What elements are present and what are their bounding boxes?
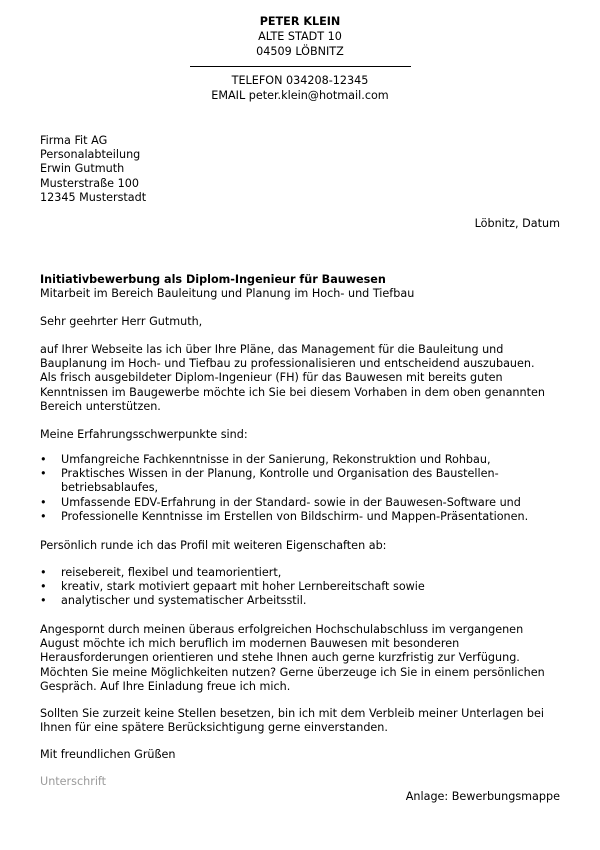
paragraph-line: Ihnen für eine spätere Berücksichtigung gerne einverstanden. <box>40 721 388 735</box>
sender-phone: TELEFON 034208-12345 <box>231 74 369 87</box>
place-date: Löbnitz, Datum <box>474 217 560 230</box>
list-item-text: reisebereit, flexibel und teamorientiert, <box>61 566 282 579</box>
list-item-text: analytischer und systematischer Arbeitsstil. <box>61 594 307 608</box>
list-item <box>40 510 562 524</box>
list-item-text: Umfassende EDV-Erfahrung in der Standard- sowie in der Bauwesen-Software und <box>61 495 521 509</box>
list-item-text: kreativ, stark motiviert gepaart mit hoher Lernbereitschaft sowie <box>61 580 425 594</box>
sender-name: PETER KLEIN <box>259 15 341 28</box>
header-divider <box>190 66 411 67</box>
recipient-line: Firma Fit AG <box>40 134 108 147</box>
focus-heading <box>40 428 562 442</box>
paragraph-line: Angespornt durch meinen überaus erfolgreichen Hochschulabschluss im vergangenen <box>40 623 524 636</box>
list-item <box>40 566 562 580</box>
list-item <box>40 580 562 594</box>
list-item <box>40 453 562 467</box>
paragraph-line: Sollten Sie zurzeit keine Stellen besetzen, bin ich mit dem Verbleib meiner Unterlagen bei <box>40 707 544 720</box>
motivation-paragraph <box>40 623 562 694</box>
intro-paragraph <box>40 343 562 414</box>
greeting <box>40 748 562 762</box>
traits-heading-text: Persönlich runde ich das Profil mit weiteren Eigenschaften ab: <box>40 539 387 552</box>
attachment-note: Anlage: Bewerbungsmappe <box>405 790 560 803</box>
bullet-icon: • <box>40 509 47 523</box>
traits-heading <box>40 539 562 553</box>
bullet-icon: • <box>40 495 47 509</box>
recipient-line: Erwin Gutmuth <box>40 162 125 176</box>
list-item <box>40 496 562 510</box>
paragraph-line: Bauplanung im Hoch- und Tiefbau zu professionalisieren und entscheidend auszubauen. <box>40 357 535 371</box>
list-item-text: Professionelle Kenntnisse im Erstellen von Bildschirm- und Mappen-Präsentationen. <box>61 509 529 523</box>
subject-block <box>40 273 562 301</box>
greeting-text: Mit freundlichen Grüßen <box>40 748 176 761</box>
subject-subline: Mitarbeit im Bereich Bauleitung und Planung im Hoch- und Tiefbau <box>40 287 415 301</box>
paragraph-line: Gespräch. Auf Ihre Einladung freue ich mich. <box>40 679 291 693</box>
salutation <box>40 315 562 329</box>
subject-line: Initiativbewerbung als Diplom-Ingenieur für Bauwesen <box>40 273 386 286</box>
bullet-icon: • <box>40 566 47 579</box>
recipient-line: Personalabteilung <box>40 148 141 162</box>
closing-paragraph <box>40 707 562 735</box>
list-item-text: Umfangreiche Fachkenntnisse in der Sanierung, Rekonstruktion und Rohbau, <box>61 453 491 466</box>
recipient-line: Musterstraße 100 <box>40 176 139 190</box>
list-item-text: betriebsablaufes, <box>61 481 159 495</box>
recipient-address <box>40 134 562 205</box>
bullet-icon: • <box>40 594 47 608</box>
sender-city: 04509 LÖBNITZ <box>256 45 344 58</box>
sender-header <box>0 14 600 59</box>
bullet-icon: • <box>40 453 47 466</box>
paragraph-line: August möchte ich mich beruflich im modernen Bauwesen mit besonderen <box>40 637 460 651</box>
list-item-text: Praktisches Wissen in der Planung, Kontrolle und Organisation des Baustellen- <box>61 467 499 481</box>
focus-list <box>40 453 562 524</box>
salutation-text: Sehr geehrter Herr Gutmuth, <box>40 315 203 328</box>
paragraph-line: Bereich unterstützen. <box>40 399 161 413</box>
paragraph-line: Als frisch ausgebildeter Diplom-Ingenieur (FH) für das Bauwesen mit bereits guten <box>40 371 503 385</box>
signature-text: Unterschrift <box>40 775 107 788</box>
paragraph-line: auf Ihrer Webseite las ich über Ihre Pläne, das Management für die Bauleitung und <box>40 343 504 356</box>
recipient-line: 12345 Musterstadt <box>40 190 147 204</box>
bullet-icon: • <box>40 580 47 594</box>
list-item <box>40 594 562 608</box>
list-item <box>40 467 562 495</box>
sender-contact <box>0 73 600 103</box>
paragraph-line: Kenntnissen im Baugewerbe möchte ich Sie bei diesem Vorhaben in dem oben genannten <box>40 385 545 399</box>
sender-street: ALTE STADT 10 <box>258 30 342 43</box>
bullet-icon: • <box>40 467 47 481</box>
paragraph-line: Möchten Sie meine Möglichkeiten nutzen? Gerne überzeuge ich Sie in einem persönlichen <box>40 665 545 679</box>
traits-list <box>40 566 562 609</box>
sender-email: EMAIL peter.klein@hotmail.com <box>211 89 389 102</box>
paragraph-line: Herausforderungen orientieren und stehe Ihnen auch gerne kurzfristig zur Verfügung. <box>40 651 520 665</box>
signature-placeholder <box>40 775 562 789</box>
focus-heading-text: Meine Erfahrungsschwerpunkte sind: <box>40 428 248 441</box>
